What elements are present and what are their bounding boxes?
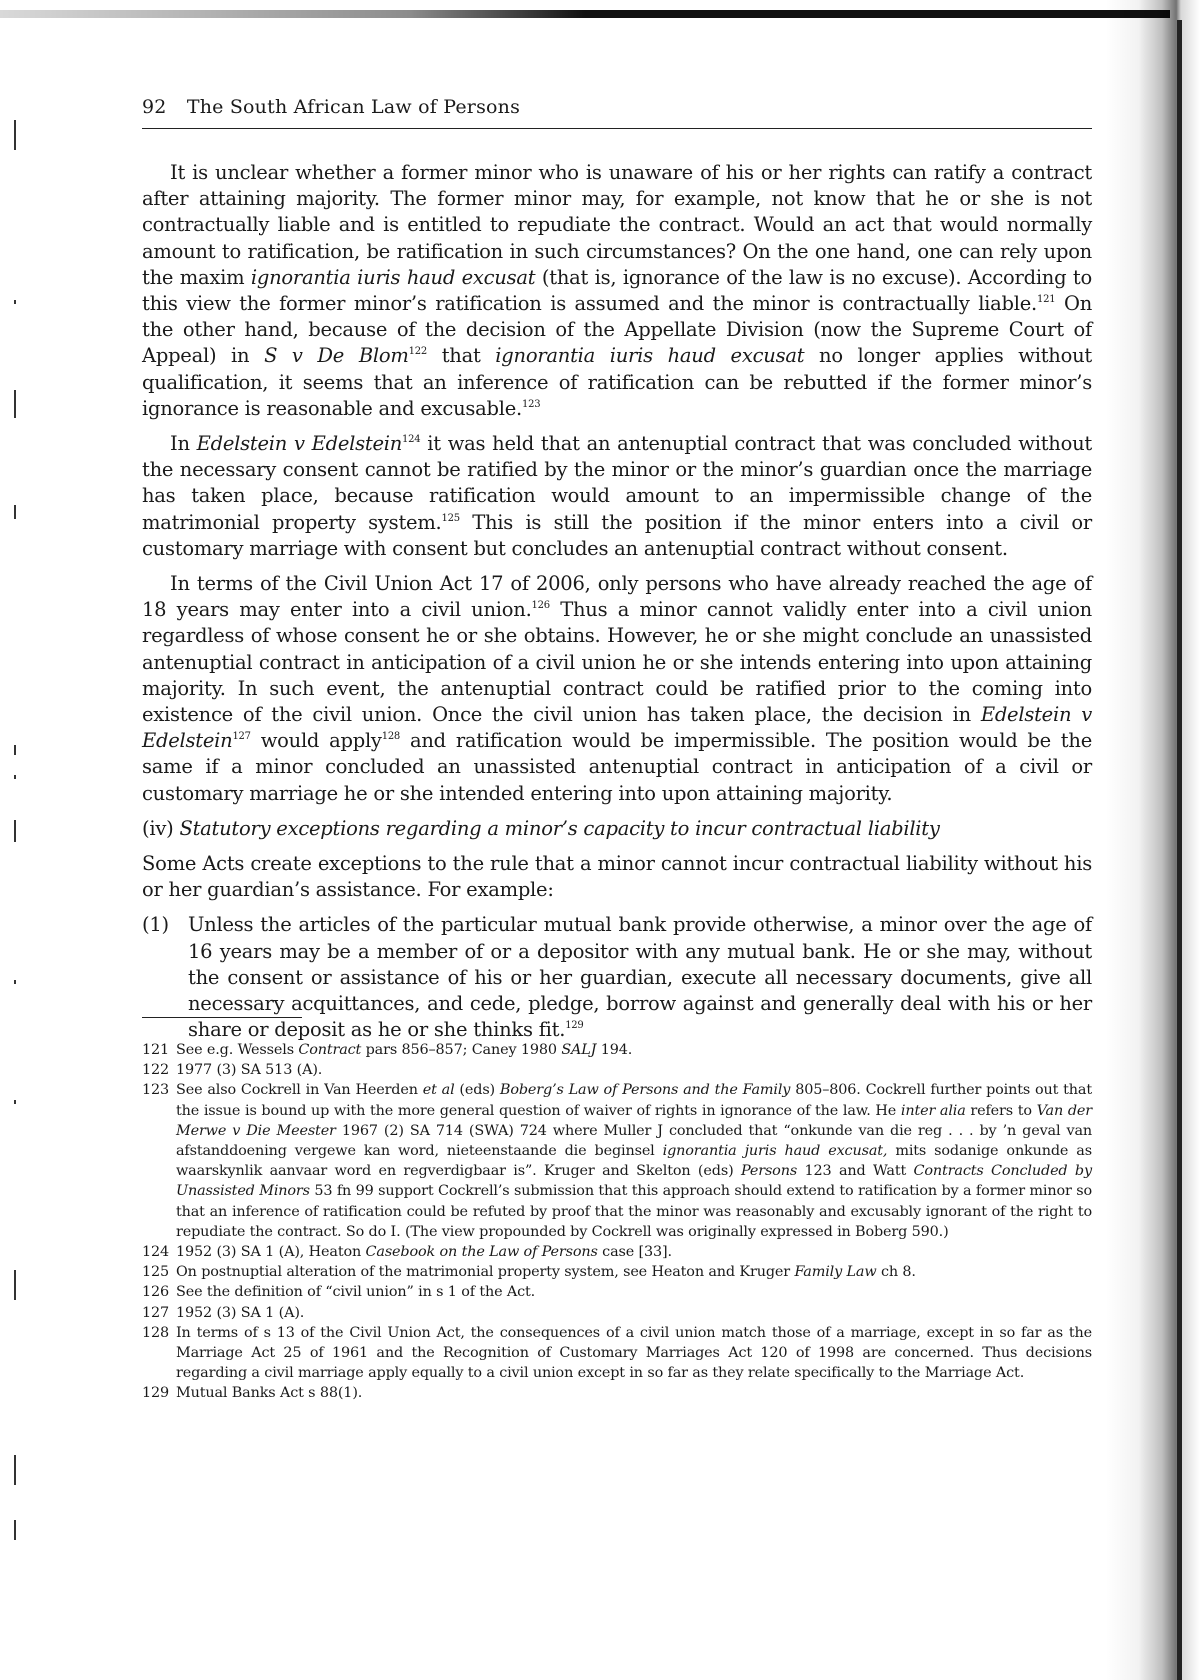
footnote-121: 121 See e.g. Wessels Contract pars 856–857; Caney 1980 SALJ 194. [142, 1042, 633, 1058]
footnote-ref: 121 [1037, 294, 1056, 306]
footnote-123: 123 See also Cockrell in Van Heerden et al (eds) Boberg’s Law of Persons and the Family 805–806. Cockrell further points out that the issue is bound up with the more general question of waiver of rights in ignorance of the law. He inter alia refers to Van der Merwe v Die Meester 1967 (2) SA 714 (SWA) 724 where Muller J concluded that “onkunde van die reg . . . by ’n geval van afstanddoening vergewe kan word, nieteenstaande die beginsel ignorantia juris haud excusat, mits sodanige onkunde as waarskynlik aanvaar word en regverdigbaar is”. Kruger and Skelton (eds) Persons 123 and Watt Contracts Concluded by Unassisted Minors 53 fn 99 support Cockrell’s submission that this approach should extend to ratification by a former minor so that an inference of ratification could be refuted by proof that the minor was reasonably and excusably ignorant of the right to repudiate the contract. So do I. (The view propounded by Cockrell was originally expressed in Boberg 590.) [142, 1082, 1092, 1240]
section-subheading: (iv) Statutory exceptions regarding a minor’s capacity to incur contractual liability [142, 816, 940, 840]
footnote-127: 127 1952 (3) SA 1 (A). [142, 1304, 305, 1321]
footnote-rule [142, 1017, 302, 1018]
paragraph-4: Some Acts create exceptions to the rule that a minor cannot incur contractual liability without his or her guardian’s assistance. For example: [142, 852, 1092, 902]
paragraph-1: It is unclear whether a former minor who is unaware of his or her rights can ratify a contract after attaining majority. The former minor may, for example, not know that he or she is not contractually liable and is entitled to repudiate the contract. Would an act that would normally amount to ratification, be ratification in such circumstances? On the one hand, one can rely upon the maxim ignorantia iuris haud excusat (that is, ignorance of the law is no excuse). According to this view the former minor’s ratification is assumed and the minor is contractually liable.$^{121}$ On the other hand, because of the decision of the Appellate Division (now the Supreme Court of Appeal) in S v De Blom$^{122}$ that ignorantia iuris haud excusat no longer applies without qualification, it seems that an inference of ratification can be rebutted if the former minor’s ignorance is reasonable and excusable.$^{123}$ [142, 161, 1092, 420]
running-title: The South African Law of Persons [186, 96, 521, 118]
footnote-ref: 128 [381, 731, 401, 743]
footnotes [142, 1040, 1092, 1404]
scan-right-shadow [1105, 0, 1200, 1680]
running-head [142, 96, 1092, 118]
footnote-ref: 127 [232, 731, 251, 743]
paragraph-2: In Edelstein v Edelstein$^{124}$ it was held that an antenuptial contract that was concluded without the necessary consent cannot be ratified by the minor or the minor’s guardian once the marriage has taken place, because ratification would amount to an impermissible change of the matrimonial property system.$^{125}$ This is still the position if the minor enters into a civil or customary marriage with consent but concludes an antenuptial contract without consent. [142, 432, 1092, 560]
footnote-124: 124 1952 (3) SA 1 (A), Heaton Casebook on the Law of Persons case [33]. [142, 1244, 672, 1261]
footnote-ref: 126 [531, 600, 550, 612]
page-number: 92 [142, 96, 167, 118]
list-item [142, 912, 1092, 1043]
footnote-ref: 125 [441, 512, 460, 524]
scan-right-edge [1177, 20, 1182, 1680]
footnote-122: 122 1977 (3) SA 513 (A). [142, 1062, 323, 1079]
footnote-ref: 129 [565, 1020, 584, 1032]
footnote-ref: 123 [521, 398, 541, 410]
footnote-128: 128 In terms of s 13 of the Civil Union Act, the consequences of a civil union match those of a marriage, except in so far as the Marriage Act 25 of 1961 and the Recognition of Customary Marriages Act 120 of 1998 are concerned. Thus decisions regarding a civil marriage apply equally to a civil union except in so far as they relate specifically to the Marriage Act. [142, 1324, 1092, 1382]
paragraph-3: In terms of the Civil Union Act 17 of 2006, only persons who have already reached the age of 18 years may enter into a civil union.$^{126}$ Thus a minor cannot validly enter into a civil union regardless of whose consent he or she obtains. However, he or she might conclude an unassisted antenuptial contract in anticipation of a civil union he or she intends entering into upon attaining majority. In such event, the antenuptial contract could be ratified prior to the coming into existence of the civil union. Once the civil union has taken place, the decision in Edelstein v Edelstein$^{127}$ would apply$^{128}$ and ratification would be impermissible. The position would be the same if a minor concluded an unassisted antenuptial contract in anticipation of a civil or customary marriage he or she intended entering into upon attaining majority. [142, 572, 1092, 805]
left-margin-specks [0, 0, 60, 1680]
footnote-ref: 122 [408, 346, 427, 358]
footnote-129: 129 Mutual Banks Act s 88(1). [142, 1385, 363, 1402]
list-item-text: Unless the articles of the particular mutual bank provide otherwise, a minor over the age of 16 years may be a member of or a depositor with any mutual bank. He or she may, without the consent or assistance of his or her guardian, execute all necessary documents, give all necessary acquittances, and cede, pledge, borrow against and generally deal with his or her share or deposit as he or she thinks fit.$^{129}$ [188, 913, 1092, 1042]
footnote-126: 126 See the definition of “civil union” in s 1 of the Act. [142, 1284, 536, 1301]
body-text [142, 160, 1092, 1044]
list-item-label: (1) [142, 913, 169, 937]
footnote-ref: 124 [402, 434, 421, 446]
footnote-125: 125 On postnuptial alteration of the matrimonial property system, see Heaton and Kruger Family Law ch 8. [142, 1264, 916, 1281]
header-rule [142, 128, 1092, 129]
scan-top-edge [0, 10, 1170, 18]
